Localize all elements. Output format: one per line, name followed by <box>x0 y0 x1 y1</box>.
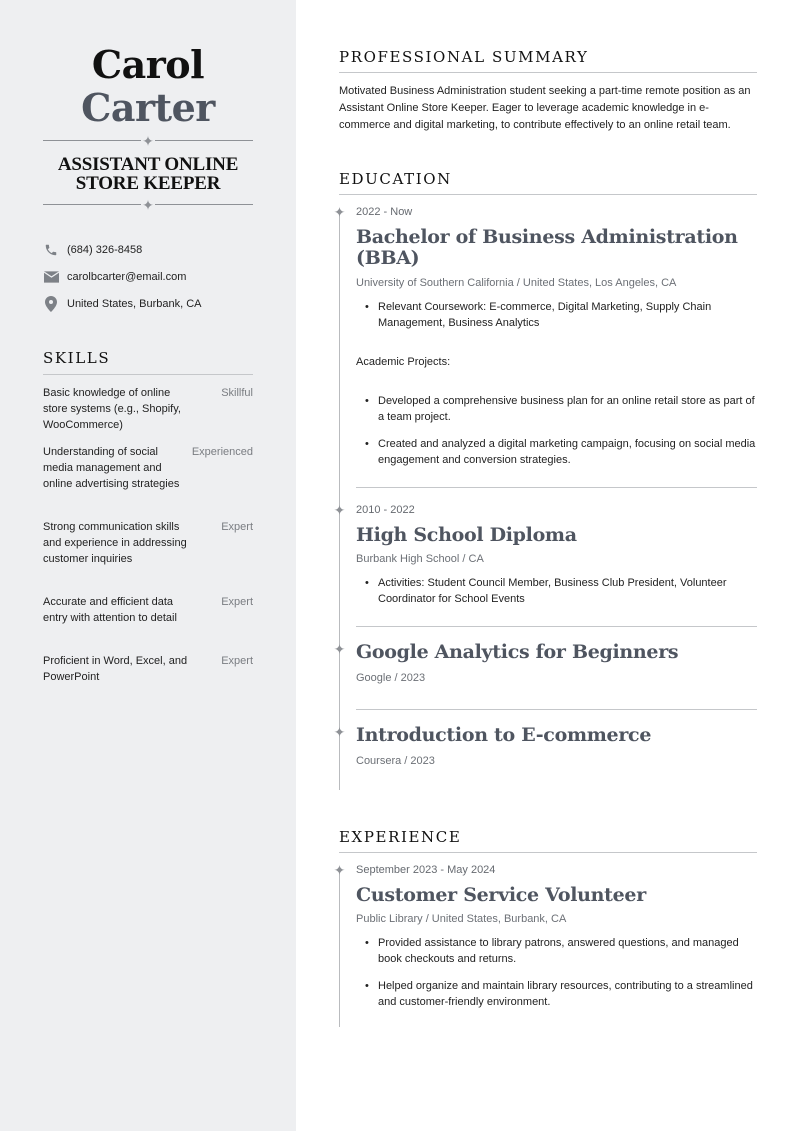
timeline-marker-icon: ✦ <box>333 502 346 518</box>
entry-meta: University of Southern California / United States, Los Angeles, CA <box>356 277 677 289</box>
entry-separator <box>356 626 757 627</box>
education-entry <box>356 503 757 607</box>
education-heading: EDUCATION <box>339 170 757 195</box>
email-icon <box>43 269 59 285</box>
timeline-marker-icon: ✦ <box>333 204 346 220</box>
skill-item: Understanding of social media management and online advertising strategies Experienced <box>43 446 253 490</box>
education-entry <box>356 205 757 468</box>
entry-meta: Burbank High School / CA <box>356 553 484 565</box>
entry-meta: Google / 2023 <box>356 672 426 684</box>
contact-phone: (684) 326-8458 <box>43 241 263 259</box>
experience-entry <box>356 863 757 1010</box>
entry-meta: Public Library / United States, Burbank, CA <box>356 913 567 925</box>
timeline-marker-icon: ✦ <box>333 724 346 740</box>
summary-text: Motivated Business Administration student seeking a part-time remote position as an Assistant Online Store Keeper. Eager to leverage academic knowledge in e-commerce and digital marketing, to contribute effectively to an online retail team. <box>339 85 751 131</box>
entry-separator <box>356 487 757 488</box>
entry-separator <box>356 709 757 710</box>
ornament-divider-top <box>43 135 253 147</box>
star-icon: ✦ <box>142 133 154 149</box>
certification-entry <box>356 725 757 768</box>
phone-icon <box>43 242 59 258</box>
education-timeline <box>339 212 340 790</box>
entry-bullets: • Relevant Coursework: E-commerce, Digital Marketing, Supply Chain Management, Business Analytics <box>356 299 757 331</box>
entry-title: High School Diploma <box>356 524 577 546</box>
ornament-divider-bottom <box>43 199 253 211</box>
skill-item: Strong communication skills and experience in addressing customer inquiries Expert <box>43 521 253 565</box>
entry-bullets: • Activities: Student Council Member, Business Club President, Volunteer Coordinator for School Events <box>356 575 757 607</box>
timeline-marker-icon: ✦ <box>333 862 346 878</box>
location-pin-icon <box>43 296 59 312</box>
timeline-marker-icon: ✦ <box>333 641 346 657</box>
last-name: Carter <box>81 85 215 130</box>
experience-timeline <box>339 870 340 1027</box>
main-content <box>333 0 757 1131</box>
summary-heading: PROFESSIONAL SUMMARY <box>339 48 757 73</box>
star-icon: ✦ <box>142 197 154 213</box>
skill-item: Basic knowledge of online store systems (e.g., Shopify, WooCommerce) Skillful <box>43 387 253 431</box>
skill-item: Accurate and efficient data entry with attention to detail Expert <box>43 596 253 624</box>
job-title: ASSISTANT ONLINE STORE KEEPER <box>57 154 239 194</box>
entry-subheading: Academic Projects: <box>356 356 451 368</box>
entry-title: Customer Service Volunteer <box>356 884 646 906</box>
entry-meta: Coursera / 2023 <box>356 755 435 767</box>
entry-date: 2022 - Now <box>356 206 413 218</box>
entry-title: Bachelor of Business Administration (BBA) <box>356 226 738 269</box>
contact-email[interactable]: carolbcarter@email.com <box>43 268 263 286</box>
sidebar <box>0 0 296 1131</box>
entry-bullets: • Developed a comprehensive business plan for an online retail store as part of a team project. • Created and analyzed a digital marketing campaign, focusing on social media engagement and conversion strategies. <box>356 393 757 468</box>
entry-date: September 2023 - May 2024 <box>356 864 496 876</box>
experience-heading: EXPERIENCE <box>339 828 757 853</box>
entry-date: 2010 - 2022 <box>356 504 415 516</box>
first-name: Carol <box>91 42 205 87</box>
entry-title: Introduction to E-commerce <box>356 724 652 746</box>
certification-entry <box>356 642 757 685</box>
skill-item: Proficient in Word, Excel, and PowerPoint Expert <box>43 655 253 683</box>
contact-location: United States, Burbank, CA <box>43 295 263 313</box>
entry-title: Google Analytics for Beginners <box>356 641 679 663</box>
skills-heading: SKILLS <box>43 349 253 375</box>
entry-bullets: • Provided assistance to library patrons, answered questions, and managed book checkouts and returns. • Helped organize and maintain library resources, contributing to a streamlined and customer-friendly environment. <box>356 935 757 1010</box>
